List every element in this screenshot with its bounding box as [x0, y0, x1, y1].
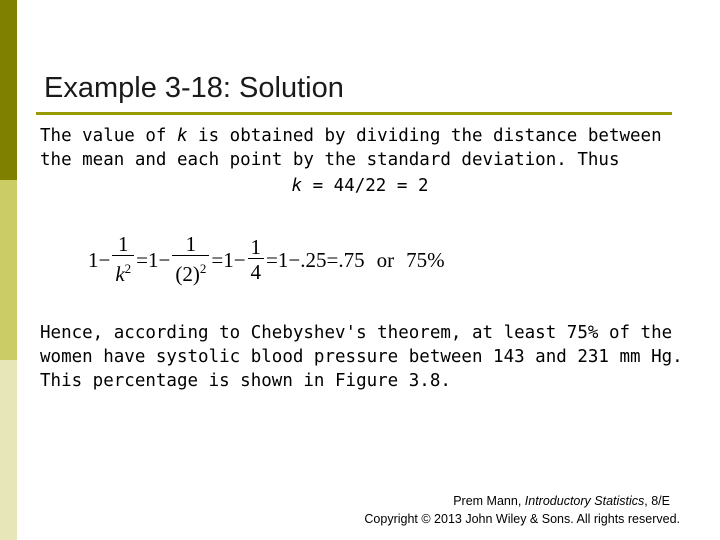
intro-text-b: is obtained by dividing the distance between the mean and each point by the standard deviation. Thus: [40, 126, 662, 170]
eq-fraction-2: [172, 233, 209, 287]
eq-f2-exp: 2: [199, 261, 207, 276]
eq-term-percent: 75%: [406, 247, 445, 272]
footer-line-1: [364, 492, 680, 510]
eq-f3-denominator: 4: [248, 258, 265, 285]
paragraph-conclusion: Hence, according to Chebyshev's theorem, at least 75% of the women have systolic blood pressure between 143 and 231 mm Hg. This percentage is shown in Figure 3.8.: [40, 323, 683, 391]
eq-f1-exp: 2: [124, 261, 132, 276]
chebyshev-equation: [88, 228, 445, 292]
footer-book: Introductory Statistics: [524, 494, 645, 508]
eq-fraction-3: [248, 236, 265, 285]
k-formula: [0, 176, 720, 196]
eq-term-1: 1−: [88, 247, 111, 272]
eq-f2-numerator: 1: [185, 232, 197, 256]
eq-term-3: =1−: [211, 247, 246, 272]
eq-f1-denominator: [112, 255, 134, 287]
eq-f1-var: k: [115, 262, 125, 286]
sidebar-decoration: [0, 0, 17, 540]
title-underline: [36, 112, 672, 115]
eq-f1-numerator: 1: [118, 232, 129, 256]
intro-text-a: The value of: [40, 126, 177, 146]
intro-var-k: k: [176, 126, 188, 146]
eq-f3-numerator: 1: [250, 234, 262, 259]
footer-author: Prem Mann,: [453, 494, 525, 508]
eq-term-2: =1−: [136, 247, 171, 272]
eq-f2-denominator: [172, 255, 209, 287]
paragraph-intro: [40, 124, 690, 172]
footer-credit: [364, 492, 680, 528]
eq-fraction-1: [112, 233, 134, 287]
eq-term-4: =1−.25=.75: [266, 247, 365, 272]
footer-edition: , 8/E: [644, 494, 670, 508]
sidebar-band-dark: [0, 0, 17, 180]
eq-f2-base: (2): [175, 262, 200, 286]
eq-term-or: or: [376, 247, 395, 272]
footer-copyright: Copyright © 2013 John Wiley & Sons. All rights reserved.: [364, 512, 680, 526]
k-var: k: [291, 176, 303, 196]
sidebar-band-medium: [0, 180, 17, 360]
slide-title: Example 3-18: Solution: [44, 72, 344, 104]
sidebar-band-light: [0, 360, 17, 540]
k-value: = 44/22 = 2: [302, 176, 429, 196]
